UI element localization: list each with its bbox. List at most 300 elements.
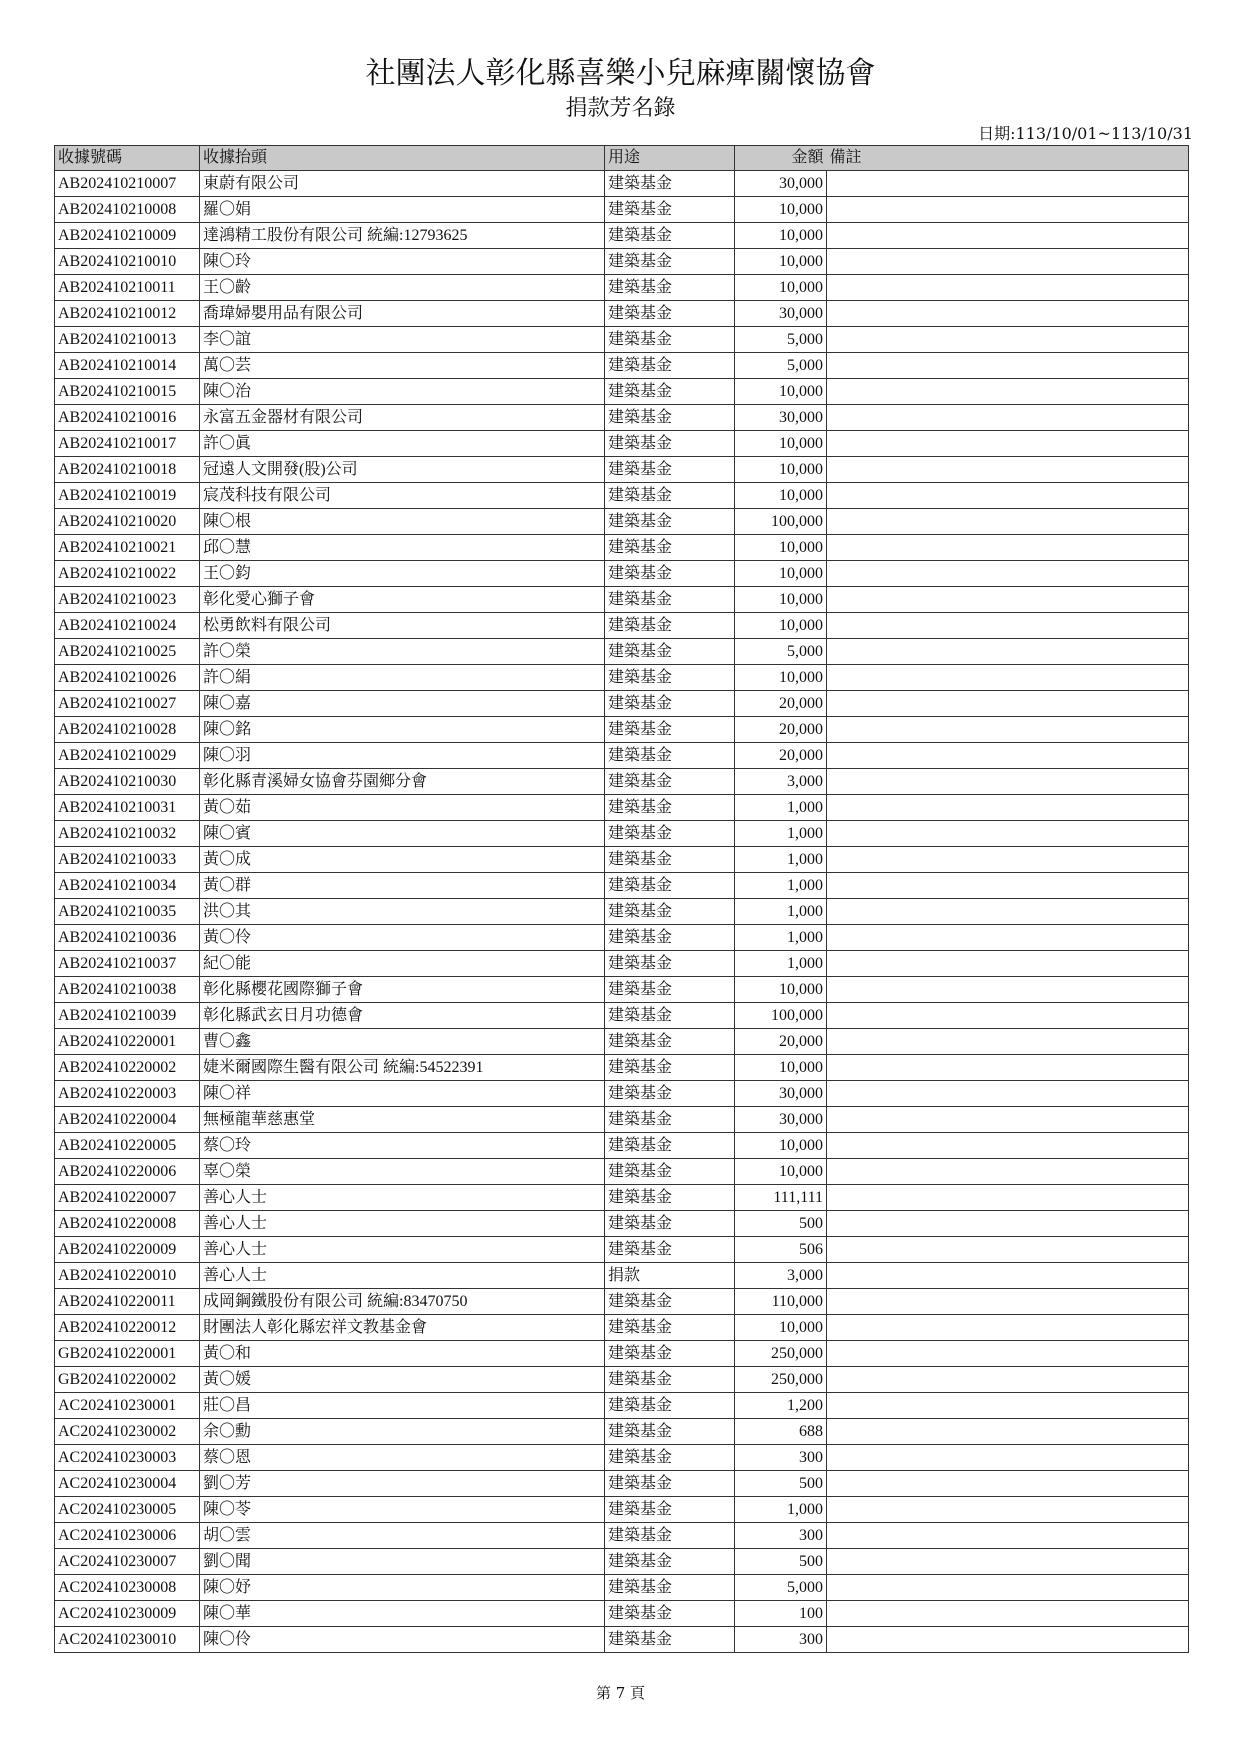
purpose-cell: 建築基金 — [605, 1055, 735, 1081]
table-row — [55, 717, 1189, 743]
receipt-title-cell: 黃〇和 — [200, 1341, 605, 1367]
receipt-title-cell: 冠遠人文開發(股)公司 — [200, 457, 605, 483]
receipt-number-cell: AB202410210029 — [55, 743, 200, 769]
receipt-number-cell: AB202410210023 — [55, 587, 200, 613]
table-row — [55, 613, 1189, 639]
remarks-cell — [827, 327, 1189, 353]
remarks-cell — [827, 1211, 1189, 1237]
receipt-number-cell: AB202410220007 — [55, 1185, 200, 1211]
remarks-cell — [827, 1237, 1189, 1263]
receipt-number-cell: AB202410210028 — [55, 717, 200, 743]
purpose-cell: 建築基金 — [605, 1497, 735, 1523]
remarks-cell — [827, 1627, 1189, 1653]
amount-cell: 10,000 — [735, 665, 827, 691]
table-row — [55, 301, 1189, 327]
purpose-cell: 建築基金 — [605, 431, 735, 457]
amount-cell: 1,000 — [735, 1497, 827, 1523]
receipt-number-cell: AB202410210025 — [55, 639, 200, 665]
table-row — [55, 405, 1189, 431]
remarks-cell — [827, 301, 1189, 327]
remarks-cell — [827, 769, 1189, 795]
purpose-cell: 建築基金 — [605, 1419, 735, 1445]
amount-cell: 100,000 — [735, 509, 827, 535]
remarks-cell — [827, 561, 1189, 587]
receipt-title-cell: 善心人士 — [200, 1237, 605, 1263]
amount-cell: 30,000 — [735, 301, 827, 327]
table-row — [55, 1185, 1189, 1211]
amount-cell: 1,200 — [735, 1393, 827, 1419]
column-header-purpose: 用途 — [605, 146, 735, 171]
amount-cell: 10,000 — [735, 223, 827, 249]
receipt-title-cell: 陳〇妤 — [200, 1575, 605, 1601]
purpose-cell: 建築基金 — [605, 1315, 735, 1341]
table-header-row — [55, 146, 1189, 171]
page-number: 第 7 頁 — [595, 1684, 646, 1702]
remarks-cell — [827, 535, 1189, 561]
table-row — [55, 431, 1189, 457]
receipt-title-cell: 紀〇能 — [200, 951, 605, 977]
receipt-title-cell: 王〇齡 — [200, 275, 605, 301]
receipt-number-cell: AB202410210016 — [55, 405, 200, 431]
table-row — [55, 847, 1189, 873]
receipt-number-cell: AB202410210011 — [55, 275, 200, 301]
receipt-number-cell: AB202410210031 — [55, 795, 200, 821]
receipt-title-cell: 陳〇苓 — [200, 1497, 605, 1523]
remarks-cell — [827, 1055, 1189, 1081]
receipt-title-cell: 成岡鋼鐵股份有限公司 統編:83470750 — [200, 1289, 605, 1315]
table-row — [55, 873, 1189, 899]
table-row — [55, 1627, 1189, 1653]
document-subtitle: 捐款芳名錄 — [565, 96, 676, 121]
purpose-cell: 建築基金 — [605, 1289, 735, 1315]
table-row — [55, 925, 1189, 951]
table-row — [55, 561, 1189, 587]
receipt-number-cell: AB202410220004 — [55, 1107, 200, 1133]
receipt-number-cell: GB202410220002 — [55, 1367, 200, 1393]
remarks-cell — [827, 1471, 1189, 1497]
receipt-number-cell: AB202410210019 — [55, 483, 200, 509]
receipt-number-cell: AB202410220006 — [55, 1159, 200, 1185]
amount-cell: 500 — [735, 1549, 827, 1575]
remarks-cell — [827, 717, 1189, 743]
remarks-cell — [827, 431, 1189, 457]
receipt-title-cell: 東蔚有限公司 — [200, 171, 605, 197]
table-row — [55, 509, 1189, 535]
purpose-cell: 建築基金 — [605, 1081, 735, 1107]
remarks-cell — [827, 1549, 1189, 1575]
amount-cell: 20,000 — [735, 717, 827, 743]
purpose-cell: 建築基金 — [605, 587, 735, 613]
table-row — [55, 1003, 1189, 1029]
purpose-cell: 建築基金 — [605, 1367, 735, 1393]
amount-cell: 1,000 — [735, 951, 827, 977]
table-row — [55, 951, 1189, 977]
remarks-cell — [827, 1289, 1189, 1315]
purpose-cell: 建築基金 — [605, 951, 735, 977]
purpose-cell: 建築基金 — [605, 639, 735, 665]
amount-cell: 5,000 — [735, 327, 827, 353]
amount-cell: 5,000 — [735, 639, 827, 665]
remarks-cell — [827, 1029, 1189, 1055]
remarks-cell — [827, 405, 1189, 431]
table-row — [55, 223, 1189, 249]
remarks-cell — [827, 1393, 1189, 1419]
receipt-number-cell: AB202410220001 — [55, 1029, 200, 1055]
remarks-cell — [827, 1185, 1189, 1211]
receipt-title-cell: 王〇鈞 — [200, 561, 605, 587]
table-row — [55, 1263, 1189, 1289]
receipt-number-cell: AC202410230008 — [55, 1575, 200, 1601]
column-header-receipt-title: 收據抬頭 — [200, 146, 605, 171]
table-row — [55, 1471, 1189, 1497]
receipt-title-cell: 黃〇成 — [200, 847, 605, 873]
remarks-cell — [827, 639, 1189, 665]
purpose-cell: 建築基金 — [605, 483, 735, 509]
remarks-cell — [827, 1445, 1189, 1471]
table-row — [55, 379, 1189, 405]
table-row — [55, 1081, 1189, 1107]
receipt-number-cell: AB202410210026 — [55, 665, 200, 691]
purpose-cell: 建築基金 — [605, 535, 735, 561]
table-row — [55, 1601, 1189, 1627]
amount-cell: 10,000 — [735, 249, 827, 275]
purpose-cell: 建築基金 — [605, 691, 735, 717]
receipt-number-cell: AB202410220002 — [55, 1055, 200, 1081]
purpose-cell: 建築基金 — [605, 1003, 735, 1029]
receipt-number-cell: AC202410230004 — [55, 1471, 200, 1497]
receipt-title-cell: 陳〇祥 — [200, 1081, 605, 1107]
purpose-cell: 建築基金 — [605, 717, 735, 743]
remarks-cell — [827, 743, 1189, 769]
receipt-title-cell: 曹〇鑫 — [200, 1029, 605, 1055]
receipt-number-cell: AB202410220005 — [55, 1133, 200, 1159]
receipt-title-cell: 胡〇雲 — [200, 1523, 605, 1549]
receipt-number-cell: AC202410230009 — [55, 1601, 200, 1627]
receipt-title-cell: 黃〇伶 — [200, 925, 605, 951]
table-row — [55, 1341, 1189, 1367]
remarks-cell — [827, 1497, 1189, 1523]
amount-cell: 10,000 — [735, 977, 827, 1003]
amount-cell: 1,000 — [735, 873, 827, 899]
table-row — [55, 1211, 1189, 1237]
remarks-cell — [827, 223, 1189, 249]
table-row — [55, 353, 1189, 379]
remarks-cell — [827, 1523, 1189, 1549]
purpose-cell: 建築基金 — [605, 1523, 735, 1549]
purpose-cell: 建築基金 — [605, 197, 735, 223]
receipt-number-cell: AB202410210027 — [55, 691, 200, 717]
remarks-cell — [827, 1263, 1189, 1289]
receipt-number-cell: AC202410230003 — [55, 1445, 200, 1471]
purpose-cell: 建築基金 — [605, 847, 735, 873]
column-header-remarks: 備註 — [827, 146, 1189, 171]
amount-cell: 10,000 — [735, 275, 827, 301]
purpose-cell: 建築基金 — [605, 925, 735, 951]
receipt-title-cell: 善心人士 — [200, 1185, 605, 1211]
table-row — [55, 171, 1189, 197]
receipt-number-cell: AB202410220012 — [55, 1315, 200, 1341]
receipt-title-cell: 黃〇群 — [200, 873, 605, 899]
amount-cell: 10,000 — [735, 613, 827, 639]
remarks-cell — [827, 457, 1189, 483]
amount-cell: 10,000 — [735, 1055, 827, 1081]
table-row — [55, 1289, 1189, 1315]
table-body — [55, 171, 1189, 1653]
remarks-cell — [827, 665, 1189, 691]
amount-cell: 1,000 — [735, 795, 827, 821]
amount-cell: 250,000 — [735, 1341, 827, 1367]
amount-cell: 10,000 — [735, 1133, 827, 1159]
amount-cell: 20,000 — [735, 1029, 827, 1055]
receipt-number-cell: AB202410210020 — [55, 509, 200, 535]
amount-cell: 10,000 — [735, 561, 827, 587]
remarks-cell — [827, 509, 1189, 535]
table-row — [55, 665, 1189, 691]
receipt-title-cell: 彰化縣武玄日月功德會 — [200, 1003, 605, 1029]
receipt-title-cell: 許〇眞 — [200, 431, 605, 457]
purpose-cell: 建築基金 — [605, 327, 735, 353]
receipt-number-cell: AB202410210007 — [55, 171, 200, 197]
receipt-number-cell: AB202410210014 — [55, 353, 200, 379]
receipt-number-cell: AB202410220011 — [55, 1289, 200, 1315]
amount-cell: 3,000 — [735, 769, 827, 795]
amount-cell: 10,000 — [735, 535, 827, 561]
amount-cell: 100,000 — [735, 1003, 827, 1029]
purpose-cell: 建築基金 — [605, 1341, 735, 1367]
receipt-title-cell: 蔡〇玲 — [200, 1133, 605, 1159]
receipt-number-cell: AC202410230001 — [55, 1393, 200, 1419]
receipt-title-cell: 黃〇茹 — [200, 795, 605, 821]
receipt-number-cell: AB202410210038 — [55, 977, 200, 1003]
table-row — [55, 743, 1189, 769]
receipt-title-cell: 陳〇羽 — [200, 743, 605, 769]
remarks-cell — [827, 795, 1189, 821]
purpose-cell: 建築基金 — [605, 457, 735, 483]
table-row — [55, 1549, 1189, 1575]
table-row — [55, 1237, 1189, 1263]
remarks-cell — [827, 171, 1189, 197]
amount-cell: 30,000 — [735, 171, 827, 197]
amount-cell: 1,000 — [735, 925, 827, 951]
amount-cell: 10,000 — [735, 483, 827, 509]
amount-cell: 1,000 — [735, 899, 827, 925]
purpose-cell: 建築基金 — [605, 1185, 735, 1211]
receipt-number-cell: GB202410220001 — [55, 1341, 200, 1367]
table-row — [55, 1393, 1189, 1419]
amount-cell: 10,000 — [735, 1315, 827, 1341]
receipt-number-cell: AB202410210037 — [55, 951, 200, 977]
purpose-cell: 建築基金 — [605, 1029, 735, 1055]
purpose-cell: 建築基金 — [605, 743, 735, 769]
remarks-cell — [827, 613, 1189, 639]
table-row — [55, 899, 1189, 925]
purpose-cell: 建築基金 — [605, 899, 735, 925]
remarks-cell — [827, 1367, 1189, 1393]
table-row — [55, 249, 1189, 275]
amount-cell: 506 — [735, 1237, 827, 1263]
receipt-title-cell: 彰化縣櫻花國際獅子會 — [200, 977, 605, 1003]
purpose-cell: 建築基金 — [605, 1107, 735, 1133]
remarks-cell — [827, 925, 1189, 951]
amount-cell: 30,000 — [735, 1107, 827, 1133]
amount-cell: 30,000 — [735, 1081, 827, 1107]
receipt-number-cell: AB202410210013 — [55, 327, 200, 353]
receipt-title-cell: 許〇絹 — [200, 665, 605, 691]
receipt-title-cell: 陳〇治 — [200, 379, 605, 405]
remarks-cell — [827, 1341, 1189, 1367]
receipt-title-cell: 達鴻精工股份有限公司 統編:12793625 — [200, 223, 605, 249]
receipt-number-cell: AC202410230007 — [55, 1549, 200, 1575]
table-row — [55, 1497, 1189, 1523]
receipt-number-cell: AB202410210018 — [55, 457, 200, 483]
amount-cell: 10,000 — [735, 457, 827, 483]
remarks-cell — [827, 249, 1189, 275]
purpose-cell: 建築基金 — [605, 561, 735, 587]
table-row — [55, 1523, 1189, 1549]
receipt-title-cell: 無極龍華慈惠堂 — [200, 1107, 605, 1133]
receipt-number-cell: AC202410230002 — [55, 1419, 200, 1445]
table-row — [55, 587, 1189, 613]
receipt-title-cell: 許〇榮 — [200, 639, 605, 665]
purpose-cell: 建築基金 — [605, 1627, 735, 1653]
remarks-cell — [827, 821, 1189, 847]
receipt-title-cell: 善心人士 — [200, 1263, 605, 1289]
table-row — [55, 535, 1189, 561]
remarks-cell — [827, 1575, 1189, 1601]
receipt-title-cell: 善心人士 — [200, 1211, 605, 1237]
amount-cell: 20,000 — [735, 691, 827, 717]
table-row — [55, 795, 1189, 821]
table-row — [55, 1029, 1189, 1055]
amount-cell: 20,000 — [735, 743, 827, 769]
amount-cell: 100 — [735, 1601, 827, 1627]
receipt-title-cell: 李〇誼 — [200, 327, 605, 353]
purpose-cell: 建築基金 — [605, 1549, 735, 1575]
table-row — [55, 1107, 1189, 1133]
receipt-title-cell: 洪〇其 — [200, 899, 605, 925]
remarks-cell — [827, 1419, 1189, 1445]
purpose-cell: 建築基金 — [605, 405, 735, 431]
amount-cell: 10,000 — [735, 431, 827, 457]
purpose-cell: 建築基金 — [605, 1575, 735, 1601]
purpose-cell: 建築基金 — [605, 1393, 735, 1419]
receipt-title-cell: 邱〇慧 — [200, 535, 605, 561]
purpose-cell: 建築基金 — [605, 1211, 735, 1237]
receipt-number-cell: AB202410210022 — [55, 561, 200, 587]
receipt-number-cell: AB202410220009 — [55, 1237, 200, 1263]
document-title: 社團法人彰化縣喜樂小兒麻痺關懷協會 — [365, 56, 876, 91]
receipt-number-cell: AB202410210015 — [55, 379, 200, 405]
purpose-cell: 建築基金 — [605, 613, 735, 639]
purpose-cell: 建築基金 — [605, 1601, 735, 1627]
receipt-number-cell: AB202410210036 — [55, 925, 200, 951]
receipt-title-cell: 羅〇娟 — [200, 197, 605, 223]
table-row — [55, 1575, 1189, 1601]
receipt-number-cell: AB202410220008 — [55, 1211, 200, 1237]
remarks-cell — [827, 1003, 1189, 1029]
receipt-title-cell: 余〇勳 — [200, 1419, 605, 1445]
purpose-cell: 建築基金 — [605, 1471, 735, 1497]
receipt-title-cell: 蔡〇恩 — [200, 1445, 605, 1471]
receipt-title-cell: 陳〇玲 — [200, 249, 605, 275]
column-header-amount: 金額 — [735, 146, 827, 171]
table-row — [55, 1315, 1189, 1341]
remarks-cell — [827, 587, 1189, 613]
table-row — [55, 821, 1189, 847]
amount-cell: 500 — [735, 1211, 827, 1237]
remarks-cell — [827, 1601, 1189, 1627]
remarks-cell — [827, 1315, 1189, 1341]
receipt-title-cell: 婕米爾國際生醫有限公司 統編:54522391 — [200, 1055, 605, 1081]
remarks-cell — [827, 873, 1189, 899]
amount-cell: 1,000 — [735, 821, 827, 847]
receipt-title-cell: 財團法人彰化縣宏祥文教基金會 — [200, 1315, 605, 1341]
receipt-title-cell: 彰化縣青溪婦女協會芬園鄉分會 — [200, 769, 605, 795]
remarks-cell — [827, 899, 1189, 925]
amount-cell: 688 — [735, 1419, 827, 1445]
receipt-number-cell: AB202410210010 — [55, 249, 200, 275]
receipt-title-cell: 宸茂科技有限公司 — [200, 483, 605, 509]
purpose-cell: 建築基金 — [605, 249, 735, 275]
receipt-number-cell: AB202410210017 — [55, 431, 200, 457]
purpose-cell: 建築基金 — [605, 171, 735, 197]
purpose-cell: 建築基金 — [605, 977, 735, 1003]
remarks-cell — [827, 483, 1189, 509]
receipt-title-cell: 喬瑋婦嬰用品有限公司 — [200, 301, 605, 327]
remarks-cell — [827, 951, 1189, 977]
receipt-title-cell: 黃〇媛 — [200, 1367, 605, 1393]
receipt-number-cell: AB202410210021 — [55, 535, 200, 561]
purpose-cell: 建築基金 — [605, 769, 735, 795]
table-row — [55, 327, 1189, 353]
purpose-cell: 建築基金 — [605, 275, 735, 301]
table-row — [55, 1159, 1189, 1185]
amount-cell: 250,000 — [735, 1367, 827, 1393]
purpose-cell: 建築基金 — [605, 795, 735, 821]
purpose-cell: 建築基金 — [605, 1237, 735, 1263]
receipt-title-cell: 陳〇華 — [200, 1601, 605, 1627]
table-row — [55, 1419, 1189, 1445]
remarks-cell — [827, 197, 1189, 223]
table-row — [55, 1445, 1189, 1471]
remarks-cell — [827, 1107, 1189, 1133]
table-row — [55, 1055, 1189, 1081]
receipt-number-cell: AB202410220010 — [55, 1263, 200, 1289]
amount-cell: 110,000 — [735, 1289, 827, 1315]
amount-cell: 10,000 — [735, 379, 827, 405]
table-row — [55, 769, 1189, 795]
receipt-title-cell: 陳〇根 — [200, 509, 605, 535]
receipt-number-cell: AB202410210024 — [55, 613, 200, 639]
receipt-number-cell: AC202410230010 — [55, 1627, 200, 1653]
receipt-number-cell: AB202410210032 — [55, 821, 200, 847]
receipt-title-cell: 陳〇銘 — [200, 717, 605, 743]
receipt-title-cell: 松勇飲料有限公司 — [200, 613, 605, 639]
receipt-number-cell: AB202410210030 — [55, 769, 200, 795]
table-row — [55, 639, 1189, 665]
purpose-cell: 建築基金 — [605, 509, 735, 535]
amount-cell: 5,000 — [735, 353, 827, 379]
purpose-cell: 建築基金 — [605, 873, 735, 899]
receipt-title-cell: 彰化愛心獅子會 — [200, 587, 605, 613]
amount-cell: 1,000 — [735, 847, 827, 873]
amount-cell: 30,000 — [735, 405, 827, 431]
receipt-number-cell: AC202410230005 — [55, 1497, 200, 1523]
purpose-cell: 建築基金 — [605, 301, 735, 327]
receipt-title-cell: 永富五金器材有限公司 — [200, 405, 605, 431]
column-header-receipt-no: 收據號碼 — [55, 146, 200, 171]
table-row — [55, 1133, 1189, 1159]
